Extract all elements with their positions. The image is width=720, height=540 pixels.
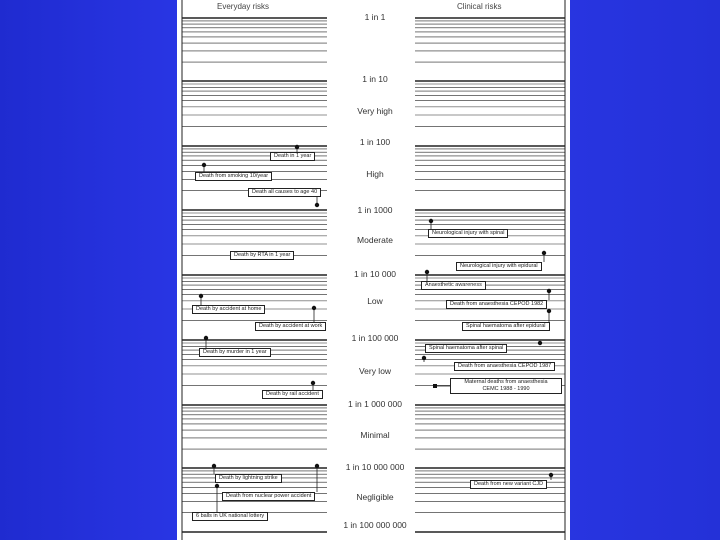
scale-label: 1 in 1000: [357, 205, 393, 215]
everyday-risk-box: Death from nuclear power accident: [222, 492, 315, 501]
clinical-risk-box: Death from new variant CJD: [470, 480, 547, 489]
risk-marker: [315, 464, 319, 468]
clinical-risk-box: Anaesthetic awareness: [421, 281, 486, 290]
scale-label: 1 in 10 000 000: [345, 462, 405, 472]
risk-band-label: Moderate: [357, 235, 393, 245]
scale-label: 1 in 10 000: [353, 269, 397, 279]
clinical-risk-box: Spinal haematoma after spinal: [425, 344, 507, 353]
risk-marker: [204, 336, 208, 340]
risk-band-label: Very low: [358, 366, 392, 376]
everyday-risk-box: Death by rail accident: [262, 390, 323, 399]
scale-label: 1 in 1: [364, 12, 386, 22]
everyday-risk-box: Death by RTA in 1 year: [230, 251, 294, 260]
risk-marker: [542, 251, 546, 255]
everyday-risk-box: Death by murder in 1 year: [199, 348, 271, 357]
clinical-risk-box: Spinal haematoma after epidural: [462, 322, 550, 331]
clinical-risk-line: CEMC 1988 - 1990: [482, 386, 530, 392]
everyday-risks-header: Everyday risks: [217, 2, 270, 11]
everyday-risk-box: 6 balls in UK national lottery: [192, 512, 268, 521]
risk-marker: [429, 219, 433, 223]
risk-marker: [199, 294, 203, 298]
clinical-risks-header: Clinical risks: [457, 2, 502, 11]
everyday-risk-box: Death from smoking 10/year: [195, 172, 272, 181]
risk-marker: [315, 203, 319, 207]
clinical-risk-box: Neurological injury with epidural: [456, 262, 542, 271]
scale-label: 1 in 100 000: [351, 333, 399, 343]
risk-marker: [295, 145, 299, 149]
risk-marker: [549, 473, 553, 477]
risk-marker: [311, 381, 315, 385]
clinical-risk-box: [450, 378, 562, 394]
risk-marker: [212, 464, 216, 468]
clinical-risk-box: Neurological injury with spinal: [428, 229, 508, 238]
clinical-risk-box: Death from anaesthesia CEPOD 1982: [446, 300, 547, 309]
clinical-risk-line: Maternal deaths from anaesthesia: [464, 379, 548, 385]
risk-marker: [312, 306, 316, 310]
risk-band-label: High: [366, 169, 384, 179]
risk-band-label: Minimal: [360, 430, 390, 440]
risk-band-label: Very high: [357, 106, 393, 116]
everyday-risk-box: Death by accident at work: [255, 322, 326, 331]
risk-marker: [433, 384, 437, 388]
scale-label: 1 in 100 000 000: [343, 520, 407, 530]
risk-band-label: Low: [367, 296, 383, 306]
scale-label: 1 in 10: [362, 74, 388, 84]
everyday-risk-box: Death by accident at home: [192, 305, 265, 314]
risk-scale-chart: [177, 0, 570, 540]
risk-marker: [422, 356, 426, 360]
risk-marker: [547, 289, 551, 293]
risk-marker: [538, 341, 542, 345]
risk-marker: [547, 309, 551, 313]
risk-marker: [202, 163, 206, 167]
risk-band-label: Negligible: [356, 492, 394, 502]
scale-label: 1 in 100: [359, 137, 391, 147]
everyday-risk-box: Death in 1 year: [270, 152, 315, 161]
risk-marker: [215, 484, 219, 488]
everyday-risk-box: Death all causes to age 40: [248, 188, 321, 197]
scale-label: 1 in 1 000 000: [348, 399, 402, 409]
clinical-risk-box: Death from anaesthesia CEPOD 1987: [454, 362, 555, 371]
everyday-risk-box: Death by lightning strike: [215, 474, 282, 483]
